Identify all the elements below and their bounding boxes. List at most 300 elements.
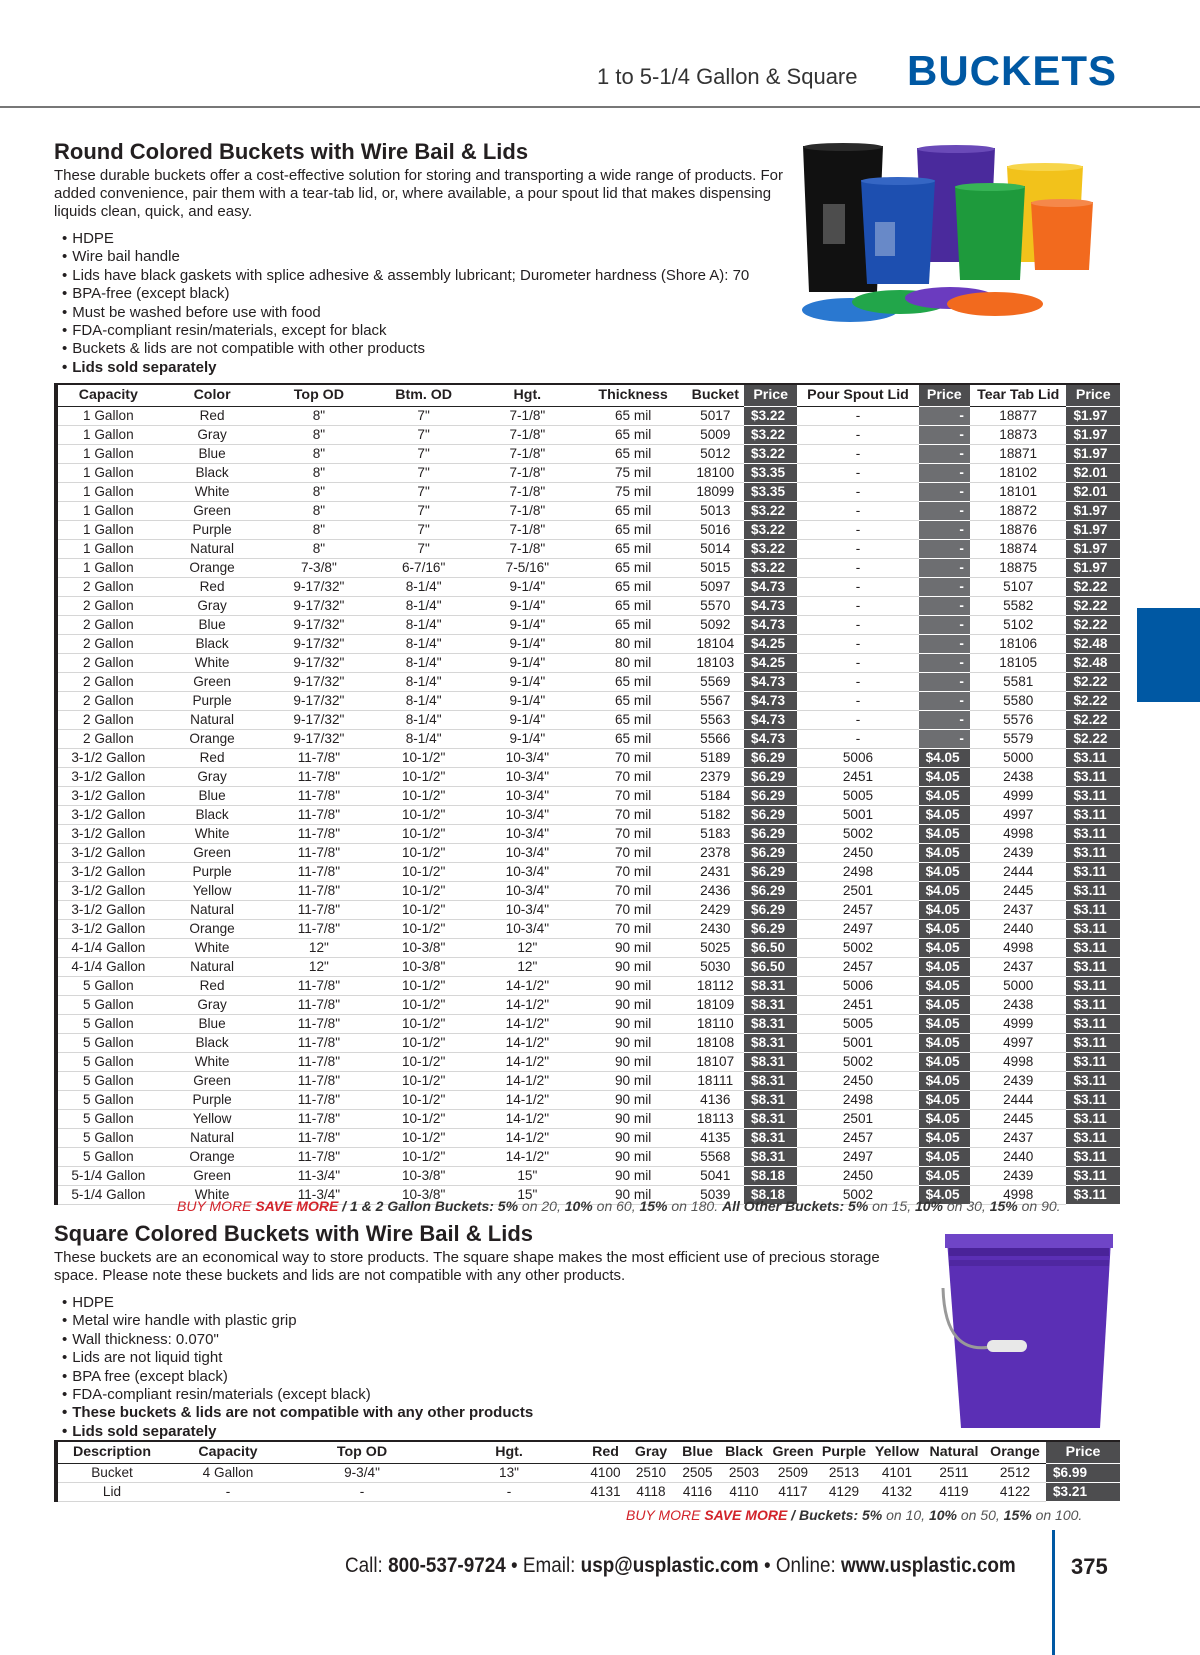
table-row: [56, 463, 1120, 482]
table-cell: 14-1/2": [475, 1090, 580, 1109]
table-cell: White: [159, 1052, 266, 1071]
table-cell: 9-1/4": [475, 729, 580, 748]
table-cell: 90 mil: [580, 1185, 687, 1204]
price-cell: $6.29: [744, 919, 797, 938]
round-feature-list: [62, 230, 804, 377]
square-bullet: • Wall thickness: 0.070": [62, 1331, 914, 1349]
table-cell: 2501: [797, 881, 918, 900]
table-cell: 7-1/8": [475, 444, 580, 463]
promo-save-more: SAVE MORE: [704, 1507, 788, 1523]
table-cell: 2 Gallon: [56, 710, 159, 729]
table-cell: 5 Gallon: [56, 1033, 159, 1052]
table-cell: 8": [265, 501, 372, 520]
table-cell: 14-1/2": [475, 995, 580, 1014]
table-cell: Black: [159, 463, 266, 482]
price-cell: -: [919, 710, 970, 729]
price-cell: -: [919, 634, 970, 653]
table-cell: 5005: [797, 786, 918, 805]
price-cell: $2.22: [1066, 691, 1120, 710]
price-cell: $3.22: [744, 425, 797, 444]
price-cell: $4.05: [919, 1166, 970, 1185]
table-cell: 7": [372, 425, 475, 444]
table-cell: 4131: [584, 1482, 627, 1501]
table-cell: Orange: [159, 1147, 266, 1166]
price-cell: $6.29: [744, 900, 797, 919]
table-cell: -: [797, 691, 918, 710]
column-header: Hgt.: [434, 1441, 584, 1463]
column-header: Tear Tab Lid: [970, 384, 1067, 406]
table-cell: 8-1/4": [372, 634, 475, 653]
table-cell: 6-7/16": [372, 558, 475, 577]
table-cell: 7-1/8": [475, 501, 580, 520]
table-cell: 90 mil: [580, 957, 687, 976]
price-cell: $1.97: [1066, 558, 1120, 577]
table-cell: 10-3/8": [372, 938, 475, 957]
table-cell: 5015: [687, 558, 745, 577]
table-cell: 70 mil: [580, 881, 687, 900]
price-cell: $3.11: [1066, 976, 1120, 995]
price-cell: -: [919, 539, 970, 558]
table-cell: 5 Gallon: [56, 1109, 159, 1128]
table-cell: Natural: [159, 900, 266, 919]
table-row: [56, 520, 1120, 539]
price-cell: $6.29: [744, 805, 797, 824]
table-cell: 5 Gallon: [56, 1014, 159, 1033]
promo-tier: 10%: [914, 1198, 943, 1214]
table-cell: 4101: [870, 1463, 924, 1482]
price-cell: $3.22: [744, 501, 797, 520]
table-cell: 5581: [970, 672, 1067, 691]
price-cell: $4.05: [919, 1071, 970, 1090]
price-cell: $8.31: [744, 1090, 797, 1109]
table-cell: Purple: [159, 1090, 266, 1109]
column-header: Bucket: [687, 384, 745, 406]
price-cell: $2.22: [1066, 672, 1120, 691]
table-cell: 70 mil: [580, 843, 687, 862]
price-cell: $4.05: [919, 881, 970, 900]
table-cell: 9-1/4": [475, 672, 580, 691]
table-cell: 90 mil: [580, 1033, 687, 1052]
price-cell: $8.31: [744, 1052, 797, 1071]
table-cell: 11-7/8": [265, 1109, 372, 1128]
table-cell: 14-1/2": [475, 1109, 580, 1128]
table-cell: 5002: [797, 1185, 918, 1204]
table-cell: Gray: [159, 995, 266, 1014]
table-cell: 2510: [627, 1463, 675, 1482]
table-cell: 10-1/2": [372, 862, 475, 881]
table-cell: Natural: [159, 539, 266, 558]
table-cell: 4117: [768, 1482, 818, 1501]
price-cell: $3.11: [1066, 748, 1120, 767]
table-cell: 2430: [687, 919, 745, 938]
round-bullet: • BPA-free (except black): [62, 285, 804, 303]
table-cell: 8-1/4": [372, 596, 475, 615]
table-cell: 5001: [797, 805, 918, 824]
table-cell: 1 Gallon: [56, 463, 159, 482]
table-cell: 5000: [970, 748, 1067, 767]
square-table-header: [56, 1441, 1120, 1463]
table-cell: -: [797, 520, 918, 539]
table-cell: 8": [265, 463, 372, 482]
table-cell: 3-1/2 Gallon: [56, 748, 159, 767]
table-cell: 2457: [797, 957, 918, 976]
table-cell: 18875: [970, 558, 1067, 577]
price-cell: $3.11: [1066, 900, 1120, 919]
table-cell: 2439: [970, 843, 1067, 862]
table-cell: Orange: [159, 558, 266, 577]
footer-email-link[interactable]: usp@usplastic.com: [580, 1554, 759, 1577]
price-cell: $2.22: [1066, 710, 1120, 729]
table-cell: 5-1/4 Gallon: [56, 1185, 159, 1204]
price-cell: $3.22: [744, 558, 797, 577]
table-cell: 5 Gallon: [56, 1128, 159, 1147]
price-cell: $3.11: [1066, 824, 1120, 843]
table-cell: 10-3/4": [475, 900, 580, 919]
table-cell: 10-1/2": [372, 1052, 475, 1071]
table-cell: 8-1/4": [372, 691, 475, 710]
table-cell: 3-1/2 Gallon: [56, 805, 159, 824]
price-cell: -: [919, 577, 970, 596]
price-cell: $3.11: [1066, 1128, 1120, 1147]
price-cell: $8.31: [744, 1147, 797, 1166]
round-bullet: • FDA-compliant resin/materials, except for black: [62, 322, 804, 340]
promo-qty: on 180.: [667, 1198, 722, 1214]
table-cell: 90 mil: [580, 995, 687, 1014]
price-cell: $4.05: [919, 957, 970, 976]
price-cell: $1.97: [1066, 444, 1120, 463]
table-cell: 4110: [720, 1482, 768, 1501]
table-cell: 18113: [687, 1109, 745, 1128]
table-cell: 2438: [970, 767, 1067, 786]
table-cell: Green: [159, 1166, 266, 1185]
table-cell: 1 Gallon: [56, 482, 159, 501]
table-cell: Gray: [159, 596, 266, 615]
table-cell: White: [159, 1185, 266, 1204]
table-cell: 14-1/2": [475, 976, 580, 995]
table-cell: 11-3/4": [265, 1185, 372, 1204]
table-cell: 3-1/2 Gallon: [56, 786, 159, 805]
table-cell: 11-7/8": [265, 843, 372, 862]
table-cell: 4-1/4 Gallon: [56, 957, 159, 976]
table-row: [56, 653, 1120, 672]
table-cell: 14-1/2": [475, 1014, 580, 1033]
price-cell: $3.11: [1066, 1185, 1120, 1204]
table-cell: 5014: [687, 539, 745, 558]
price-cell: $2.01: [1066, 482, 1120, 501]
page-number: 375: [1071, 1554, 1108, 1579]
table-cell: 2457: [797, 900, 918, 919]
price-cell: $8.18: [744, 1166, 797, 1185]
table-cell: 11-7/8": [265, 900, 372, 919]
table-cell: -: [797, 406, 918, 425]
table-cell: 2505: [675, 1463, 720, 1482]
table-cell: -: [290, 1482, 434, 1501]
promo-tier: 5%: [858, 1507, 883, 1523]
column-header: Price: [1066, 384, 1120, 406]
round-bullet: • Wire bail handle: [62, 248, 804, 266]
table-cell: 1 Gallon: [56, 406, 159, 425]
table-cell: 2501: [797, 1109, 918, 1128]
table-cell: 2437: [970, 900, 1067, 919]
price-cell: $1.97: [1066, 501, 1120, 520]
column-header: Price: [744, 384, 797, 406]
table-cell: 10-1/2": [372, 881, 475, 900]
table-cell: 14-1/2": [475, 1147, 580, 1166]
header-title: BUCKETS: [907, 47, 1118, 94]
table-cell: Purple: [159, 520, 266, 539]
table-cell: Blue: [159, 615, 266, 634]
table-row: [56, 843, 1120, 862]
table-cell: -: [434, 1482, 584, 1501]
price-cell: $4.05: [919, 1185, 970, 1204]
table-cell: 2 Gallon: [56, 691, 159, 710]
table-cell: 8": [265, 539, 372, 558]
table-cell: 9-17/32": [265, 710, 372, 729]
section-side-tab: [1137, 608, 1200, 702]
table-cell: 10-1/2": [372, 976, 475, 995]
price-cell: $3.11: [1066, 1090, 1120, 1109]
table-cell: 9-3/4": [290, 1463, 434, 1482]
table-cell: 3-1/2 Gallon: [56, 862, 159, 881]
promo-separator: /: [787, 1507, 799, 1523]
table-cell: 65 mil: [580, 672, 687, 691]
table-cell: 18107: [687, 1052, 745, 1071]
price-cell: $4.05: [919, 1147, 970, 1166]
table-cell: 75 mil: [580, 463, 687, 482]
table-cell: 7-1/8": [475, 482, 580, 501]
table-cell: 11-7/8": [265, 805, 372, 824]
square-buckets-table: [54, 1440, 1120, 1502]
table-cell: 7-1/8": [475, 463, 580, 482]
price-cell: $4.05: [919, 824, 970, 843]
table-row: [56, 596, 1120, 615]
price-cell: $3.11: [1066, 1109, 1120, 1128]
table-row: [56, 1109, 1120, 1128]
table-cell: 10-3/4": [475, 919, 580, 938]
table-cell: 1 Gallon: [56, 558, 159, 577]
round-section-description: These durable buckets offer a cost-effective solution for storing and transporting a wide range of products. For added convenience, pair them with a tear-tab lid, or, where available, a pour spout lid that makes dispensing liquids clean, quick, and easy.: [54, 167, 784, 220]
table-cell: 2429: [687, 900, 745, 919]
table-cell: 5570: [687, 596, 745, 615]
table-cell: Blue: [159, 786, 266, 805]
table-cell: 7": [372, 463, 475, 482]
table-cell: Gray: [159, 425, 266, 444]
price-cell: $3.11: [1066, 1033, 1120, 1052]
table-cell: 5017: [687, 406, 745, 425]
table-cell: Gray: [159, 767, 266, 786]
table-cell: 70 mil: [580, 824, 687, 843]
table-cell: 4129: [818, 1482, 870, 1501]
square-bucket-photo: [935, 1228, 1120, 1438]
column-header: Description: [56, 1441, 166, 1463]
promo-qty: on 15,: [868, 1198, 915, 1214]
table-row: [56, 729, 1120, 748]
table-cell: -: [797, 482, 918, 501]
table-cell: 9-17/32": [265, 691, 372, 710]
table-cell: 80 mil: [580, 634, 687, 653]
price-cell: $3.11: [1066, 862, 1120, 881]
table-cell: 10-1/2": [372, 1109, 475, 1128]
column-header: Purple: [818, 1441, 870, 1463]
round-buckets-photo: [795, 142, 1125, 332]
price-cell: -: [919, 691, 970, 710]
table-row: [56, 900, 1120, 919]
table-cell: 65 mil: [580, 577, 687, 596]
price-cell: $2.22: [1066, 729, 1120, 748]
price-cell: $3.22: [744, 406, 797, 425]
footer-online-label: • Online:: [758, 1554, 841, 1577]
price-cell: -: [919, 482, 970, 501]
table-cell: 9-17/32": [265, 672, 372, 691]
table-cell: 11-7/8": [265, 1033, 372, 1052]
table-cell: 5041: [687, 1166, 745, 1185]
table-cell: 3-1/2 Gallon: [56, 767, 159, 786]
table-cell: 5569: [687, 672, 745, 691]
table-cell: 5002: [797, 938, 918, 957]
table-cell: 5 Gallon: [56, 976, 159, 995]
price-cell: $3.11: [1066, 805, 1120, 824]
table-cell: 5030: [687, 957, 745, 976]
table-cell: 2450: [797, 843, 918, 862]
table-cell: 7-1/8": [475, 406, 580, 425]
table-cell: 9-17/32": [265, 577, 372, 596]
table-cell: 2513: [818, 1463, 870, 1482]
table-cell: -: [797, 577, 918, 596]
table-cell: 65 mil: [580, 710, 687, 729]
table-cell: Bucket: [56, 1463, 166, 1482]
table-cell: 5006: [797, 748, 918, 767]
square-volume-discount: [626, 1507, 1082, 1523]
table-cell: -: [797, 444, 918, 463]
table-cell: 18105: [970, 653, 1067, 672]
column-header: Top OD: [290, 1441, 434, 1463]
table-cell: 18873: [970, 425, 1067, 444]
promo-separator: /: [338, 1198, 350, 1214]
table-cell: 10-1/2": [372, 767, 475, 786]
table-cell: 9-17/32": [265, 729, 372, 748]
price-cell: $6.50: [744, 957, 797, 976]
table-cell: 4997: [970, 805, 1067, 824]
price-cell: $3.35: [744, 482, 797, 501]
table-cell: 12": [265, 957, 372, 976]
table-cell: 10-3/8": [372, 1166, 475, 1185]
price-cell: $4.05: [919, 995, 970, 1014]
table-cell: 7": [372, 501, 475, 520]
blue-bucket-image: [861, 177, 935, 284]
table-cell: 2 Gallon: [56, 634, 159, 653]
table-cell: 14-1/2": [475, 1071, 580, 1090]
table-cell: 5009: [687, 425, 745, 444]
price-cell: $6.29: [744, 786, 797, 805]
table-cell: 4998: [970, 1185, 1067, 1204]
price-cell: -: [919, 615, 970, 634]
price-cell: $4.73: [744, 672, 797, 691]
table-cell: 5005: [797, 1014, 918, 1033]
price-cell: $3.11: [1066, 881, 1120, 900]
table-cell: 11-7/8": [265, 767, 372, 786]
promo-qty: on 20,: [518, 1198, 565, 1214]
promo-qty: on 60,: [592, 1198, 640, 1214]
price-cell: -: [919, 406, 970, 425]
table-cell: 10-3/4": [475, 862, 580, 881]
table-row: [56, 1128, 1120, 1147]
table-cell: 90 mil: [580, 1090, 687, 1109]
table-cell: 2451: [797, 995, 918, 1014]
table-cell: 3-1/2 Gallon: [56, 843, 159, 862]
table-cell: -: [797, 596, 918, 615]
footer-phone[interactable]: 800-537-9724: [388, 1554, 506, 1577]
table-cell: Natural: [159, 710, 266, 729]
footer-website-link[interactable]: www.usplastic.com: [840, 1554, 1016, 1577]
price-cell: $4.05: [919, 843, 970, 862]
price-cell: $6.50: [744, 938, 797, 957]
column-header: Capacity: [56, 384, 159, 406]
price-cell: $8.31: [744, 1014, 797, 1033]
promo-group1-label: 1 & 2 Gallon Buckets:: [349, 1198, 494, 1214]
round-bullet: • Lids sold separately: [62, 359, 804, 377]
price-cell: $4.05: [919, 805, 970, 824]
table-cell: 3-1/2 Gallon: [56, 824, 159, 843]
table-row: [56, 710, 1120, 729]
price-cell: $6.29: [744, 767, 797, 786]
price-cell: $3.11: [1066, 938, 1120, 957]
table-cell: 1 Gallon: [56, 520, 159, 539]
price-cell: -: [919, 672, 970, 691]
table-cell: 4997: [970, 1033, 1067, 1052]
table-cell: 4136: [687, 1090, 745, 1109]
table-cell: 2 Gallon: [56, 653, 159, 672]
square-section-description: These buckets are an economical way to store products. The square shape makes the most efficient use of precious storage space. Please note these buckets and lids are not compatible with any other products.: [54, 1249, 880, 1284]
table-cell: 7-1/8": [475, 425, 580, 444]
table-cell: 90 mil: [580, 1071, 687, 1090]
table-cell: 11-7/8": [265, 1071, 372, 1090]
table-cell: 10-3/4": [475, 786, 580, 805]
price-cell: $2.22: [1066, 577, 1120, 596]
column-header: Btm. OD: [372, 384, 475, 406]
price-cell: $4.73: [744, 729, 797, 748]
table-cell: 9-1/4": [475, 634, 580, 653]
price-cell: $4.05: [919, 1033, 970, 1052]
table-row: [56, 919, 1120, 938]
table-cell: 10-3/4": [475, 843, 580, 862]
price-cell: $1.97: [1066, 406, 1120, 425]
promo-qty: on 30,: [943, 1198, 990, 1214]
table-cell: 9-17/32": [265, 653, 372, 672]
table-cell: 5184: [687, 786, 745, 805]
round-bullet: • Buckets & lids are not compatible with other products: [62, 340, 804, 358]
price-cell: $4.05: [919, 1052, 970, 1071]
table-cell: 5001: [797, 1033, 918, 1052]
round-volume-discount: [177, 1198, 1061, 1214]
orange-bucket-image: [1031, 199, 1093, 270]
table-cell: 2 Gallon: [56, 672, 159, 691]
table-cell: 10-1/2": [372, 805, 475, 824]
square-bullet: • BPA free (except black): [62, 1368, 914, 1386]
promo-tier: 15%: [1003, 1507, 1032, 1523]
price-cell: -: [919, 520, 970, 539]
price-cell: $3.11: [1066, 957, 1120, 976]
price-cell: $4.05: [919, 1109, 970, 1128]
column-header: Red: [584, 1441, 627, 1463]
table-cell: 9-1/4": [475, 710, 580, 729]
table-cell: 2440: [970, 919, 1067, 938]
table-cell: Natural: [159, 957, 266, 976]
table-cell: 7": [372, 520, 475, 539]
table-row: [56, 577, 1120, 596]
table-cell: 7": [372, 539, 475, 558]
price-cell: $1.97: [1066, 520, 1120, 539]
table-cell: 8": [265, 425, 372, 444]
